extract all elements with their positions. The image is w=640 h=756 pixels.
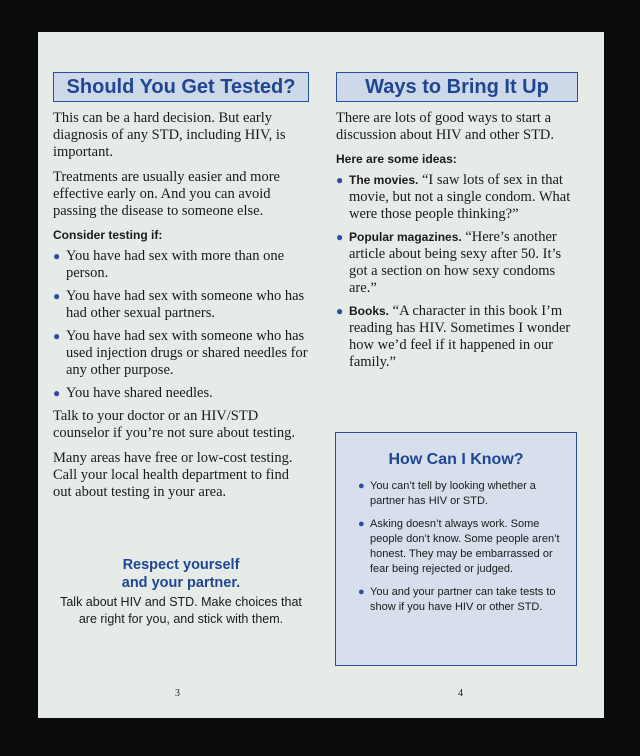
ideas-list: [336, 172, 578, 371]
bullet-icon: ●: [53, 289, 61, 303]
right-heading: Ways to Bring It Up: [336, 72, 578, 102]
idea-label: Popular magazines.: [349, 230, 462, 244]
list-item: ● You can’t tell by looking whether a partner has HIV or STD.: [358, 480, 536, 507]
list-item: ● You have shared needles.: [53, 385, 213, 401]
list-item: ● You and your partner can take tests to show if you have HIV or other STD.: [358, 586, 556, 613]
idea-label: The movies.: [349, 173, 419, 187]
testing-bullet-list: [53, 248, 309, 402]
list-item: [336, 229, 578, 297]
bullet-icon: ●: [336, 173, 344, 187]
list-item: [336, 172, 578, 223]
bullet-icon: ●: [358, 480, 365, 492]
bullet-icon: ●: [336, 230, 344, 244]
bullet-icon: ●: [358, 518, 365, 530]
callout-title-line-1: Respect yourself: [122, 557, 240, 573]
box-title: How Can I Know?: [388, 451, 524, 468]
page-number-left: 3: [175, 688, 180, 699]
bullet-icon: ●: [53, 329, 61, 343]
list-item: ● You have had sex with more than one person.: [53, 248, 285, 281]
intro-paragraph-2: Treatments are usually easier and more effective early on. And you can avoid passing the disease to someone else.: [53, 169, 280, 219]
idea-text: “Here’s another article about being sexy after 50. It’s got a section on how sexy condoms are.”: [349, 229, 562, 296]
intro-paragraph-1: This can be a hard decision. But early diagnosis of any STD, including HIV, is important.: [53, 110, 286, 160]
left-heading: Should You Get Tested?: [53, 72, 309, 102]
list-item: ● You have had sex with someone who has had other sexual partners.: [53, 288, 305, 321]
left-column: [53, 72, 309, 509]
bullet-icon: ●: [53, 386, 61, 400]
consider-testing-subhead: Consider testing if:: [53, 228, 163, 242]
idea-text: “I saw lots of sex in that movie, but not a single condom. What were those people thinking?”: [349, 172, 571, 222]
idea-text: “A character in this book I’m reading has HIV. Sometimes I wonder how we’d feel if it happened in our family.”: [349, 303, 571, 370]
page-number-right: 4: [458, 688, 463, 699]
list-item: ● You have had sex with someone who has used injection drugs or shared needles for any other purpose.: [53, 328, 308, 378]
counselor-paragraph: Talk to your doctor or an HIV/STD counselor if you’re not sure about testing.: [53, 408, 296, 441]
bullet-icon: ●: [358, 586, 365, 598]
bullet-icon: ●: [336, 304, 344, 318]
box-bullet-list: [336, 479, 576, 615]
bullet-icon: ●: [53, 249, 61, 263]
right-column: [336, 72, 578, 377]
brochure-page: [38, 32, 604, 718]
list-item: [336, 303, 578, 371]
callout-body: Talk about HIV and STD. Make choices that are right for you, and stick with them.: [60, 595, 302, 626]
callout-title-line-2: and your partner.: [121, 575, 241, 591]
list-item: ● Asking doesn’t always work. Some people don’t know. Some people aren’t honest. They may be embarrassed or fear being rejected or judged.: [358, 518, 560, 575]
how-can-i-know-box: [335, 432, 577, 666]
right-intro: There are lots of good ways to start a discussion about HIV and other STD.: [336, 110, 555, 143]
free-testing-paragraph: Many areas have free or low-cost testing. Call your local health department to find out about testing in your area.: [53, 450, 293, 500]
ideas-subhead: Here are some ideas:: [336, 152, 457, 166]
respect-callout: [53, 556, 309, 628]
idea-label: Books.: [349, 304, 390, 318]
